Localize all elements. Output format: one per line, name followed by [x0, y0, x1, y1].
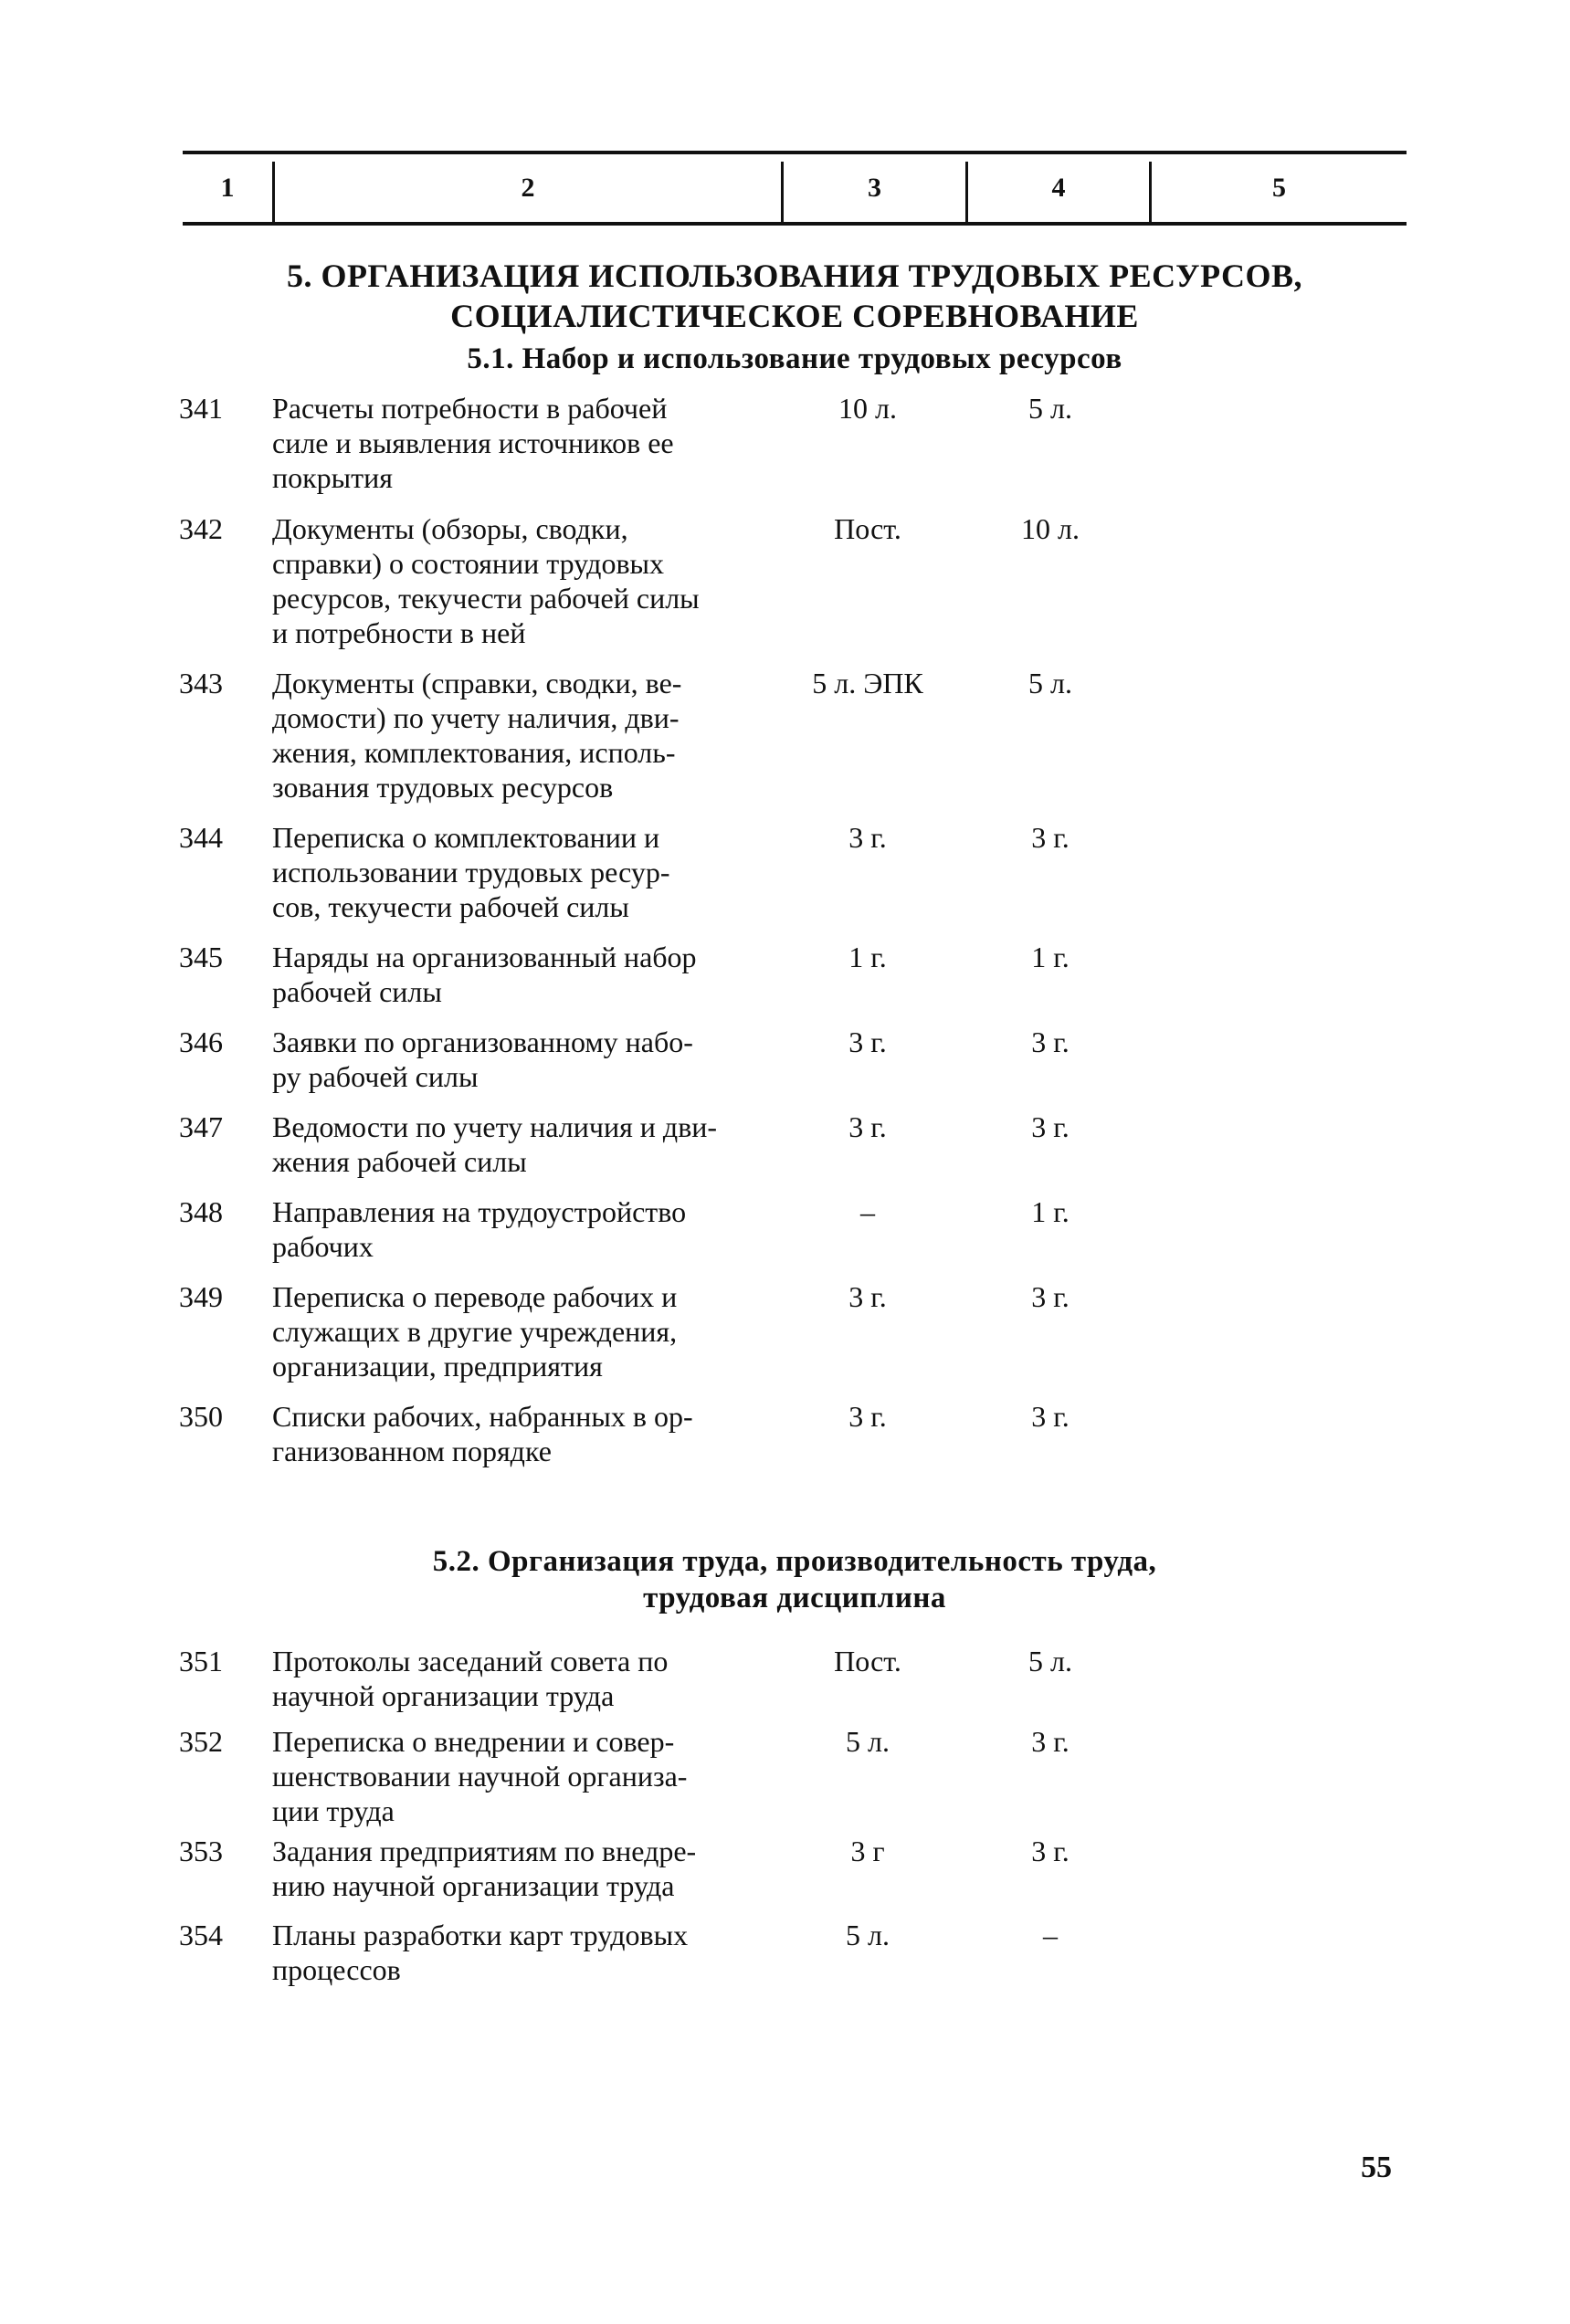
row-number: 345	[179, 941, 223, 973]
row-retention-col3: Пост.	[834, 1645, 901, 1677]
row-retention-col3: 3 г.	[848, 821, 887, 854]
row-retention-col4: 3 г.	[1031, 1110, 1069, 1143]
row-retention-col4: 1 г.	[1031, 941, 1069, 973]
row-number: 347	[179, 1110, 223, 1143]
row-description: Наряды на организованный набор рабочей силы	[272, 941, 697, 1008]
row-description: Заявки по организованному набо- ру рабочей силы	[272, 1025, 693, 1093]
row-retention-col4: 10 л.	[1021, 512, 1080, 545]
row-description: Направления на трудоустройство рабочих	[272, 1195, 687, 1263]
subsection-title-5-1: 5.1. Набор и использование трудовых ресурсов	[467, 342, 1122, 375]
row-number: 341	[179, 392, 223, 425]
subsection-title-5-2: 5.2. Организация труда, производительность труда, трудовая дисциплина	[432, 1545, 1157, 1614]
row-description: Протоколы заседаний совета по научной организации труда	[272, 1645, 669, 1712]
row-number: 350	[179, 1400, 223, 1433]
row-number: 352	[179, 1725, 223, 1758]
row-retention-col3: 3 г	[850, 1835, 885, 1867]
page-number: 55	[1361, 2150, 1392, 2184]
row-number: 344	[179, 821, 223, 854]
row-number: 349	[179, 1280, 223, 1313]
row-retention-col4: 1 г.	[1031, 1195, 1069, 1228]
row-retention-col4: 3 г.	[1031, 1835, 1069, 1867]
row-retention-col4: 5 л.	[1028, 1645, 1072, 1677]
row-retention-col4: 3 г.	[1031, 1725, 1069, 1758]
column-number-1: 1	[220, 173, 235, 203]
row-description: Ведомости по учету наличия и дви- жения рабочей силы	[272, 1110, 718, 1178]
column-number-4: 4	[1051, 173, 1066, 203]
row-retention-col3: 3 г.	[848, 1280, 887, 1313]
row-retention-col3: 5 л.	[846, 1725, 890, 1758]
row-number: 354	[179, 1919, 223, 1951]
row-retention-col4: –	[1043, 1919, 1058, 1951]
row-number: 351	[179, 1645, 223, 1677]
row-description: Планы разработки карт трудовых процессов	[272, 1919, 689, 1986]
row-retention-col4: 5 л.	[1028, 667, 1072, 699]
row-number: 342	[179, 512, 223, 545]
row-retention-col4: 3 г.	[1031, 821, 1069, 854]
row-description: Переписка о внедрении и совер- шенствовании научной организа- ции труда	[272, 1725, 688, 1827]
row-retention-col3: 5 л. ЭПК	[812, 667, 923, 699]
row-retention-col4: 3 г.	[1031, 1400, 1069, 1433]
row-number: 353	[179, 1835, 223, 1867]
row-description: Расчеты потребности в рабочей силе и выявления источников ее покрытия	[272, 392, 674, 494]
column-number-5: 5	[1272, 173, 1286, 203]
row-retention-col4: 3 г.	[1031, 1280, 1069, 1313]
row-retention-col4: 5 л.	[1028, 392, 1072, 425]
row-description: Переписка о комплектовании и использовании трудовых ресур- сов, текучести рабочей силы	[272, 821, 670, 923]
section-title: 5. ОРГАНИЗАЦИЯ ИСПОЛЬЗОВАНИЯ ТРУДОВЫХ РЕСУРСОВ, СОЦИАЛИСТИЧЕСКОЕ СОРЕВНОВАНИЕ	[286, 258, 1303, 334]
row-retention-col3: 3 г.	[848, 1025, 887, 1058]
row-description: Списки рабочих, набранных в ор- ганизованном порядке	[272, 1400, 693, 1467]
row-retention-col4: 3 г.	[1031, 1025, 1069, 1058]
row-retention-col3: –	[860, 1195, 875, 1228]
column-number-2: 2	[521, 173, 535, 203]
row-retention-col3: 5 л.	[846, 1919, 890, 1951]
row-description: Документы (обзоры, сводки, справки) о состоянии трудовых ресурсов, текучести рабочей силы и потребности в ней	[272, 512, 700, 649]
row-retention-col3: 10 л.	[838, 392, 897, 425]
column-number-header	[183, 151, 1407, 226]
row-retention-col3: 3 г.	[848, 1110, 887, 1143]
row-number: 348	[179, 1195, 223, 1228]
row-retention-col3: 1 г.	[848, 941, 887, 973]
row-description: Документы (справки, сводки, ве- домости) по учету наличия, дви- жения, комплектования, исполь- зования трудовых ресурсов	[272, 667, 682, 804]
row-retention-col3: 3 г.	[848, 1400, 887, 1433]
row-number: 343	[179, 667, 223, 699]
row-description: Переписка о переводе рабочих и служащих в другие учреждения, организации, предприятия	[272, 1280, 678, 1383]
row-description: Задания предприятиям по внедре- нию научной организации труда	[272, 1835, 697, 1902]
row-retention-col3: Пост.	[834, 512, 901, 545]
column-number-3: 3	[868, 173, 881, 203]
row-number: 346	[179, 1025, 223, 1058]
